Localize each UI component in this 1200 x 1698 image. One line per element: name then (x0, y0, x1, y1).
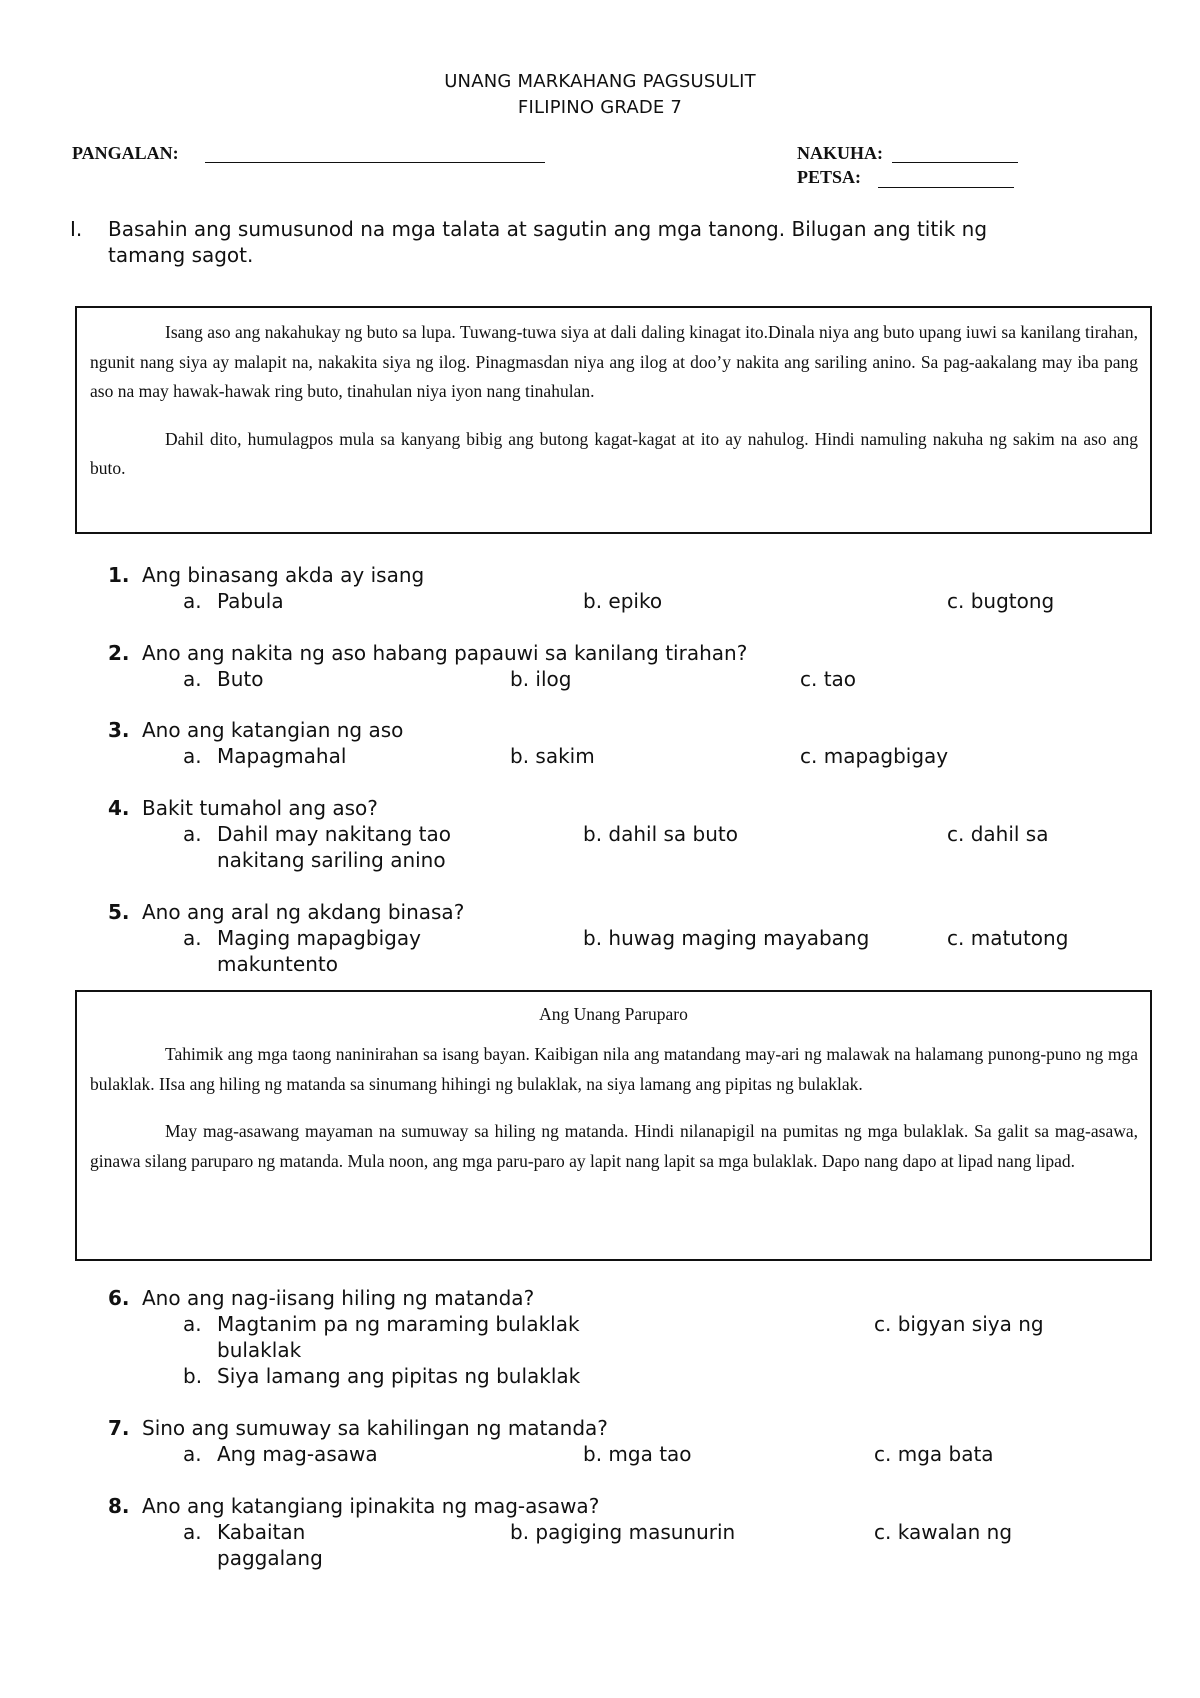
question-2 (108, 640, 747, 666)
passage-1-paragraph-1: Isang aso ang nakahukay ng buto sa lupa. Tuwang-tuwa siya at dali daling kinagat ito.Dinala niya ang buto upang iuwi sa kanilang tirahan, ngunit nang siya ay malapit na, nakakita siya ng ilog. Pinagmasdan niya ang ilog at doo’y nakita ang sariling anino. Sa pag-aakalang may iba pang aso na may hawak-hawak ring buto, tinahulan niya iyon nang tinahulan. (90, 322, 1138, 401)
q1-option-c[interactable]: c. bugtong (947, 589, 1055, 613)
q5-option-b[interactable]: b. huwag maging mayabang (583, 926, 870, 950)
q2-option-a-label[interactable]: a. (183, 667, 202, 691)
question-6 (108, 1285, 534, 1311)
exam-title: UNANG MARKAHANG PAGSUSULIT (444, 71, 756, 92)
question-number: 6. (108, 1286, 130, 1310)
question-text: Ano ang nakita ng aso habang papauwi sa kanilang tirahan? (142, 641, 748, 665)
instruction-line-1: Basahin ang sumusunod na mga talata at sagutin ang mga tanong. Bilugan ang titik ng (108, 217, 988, 241)
q7-option-c[interactable]: c. mga bata (874, 1442, 994, 1466)
exam-subtitle: FILIPINO GRADE 7 (517, 97, 683, 118)
question-text: Ano ang katangiang ipinakita ng mag-asawa? (142, 1494, 600, 1518)
instruction-line-2: tamang sagot. (108, 243, 254, 267)
question-text: Ano ang nag-iisang hiling ng matanda? (142, 1286, 535, 1310)
q4-option-a[interactable] (217, 821, 451, 873)
pangalan-field[interactable] (205, 162, 545, 163)
q1-option-b[interactable]: b. epiko (583, 589, 663, 613)
q3-option-c[interactable]: c. mapagbigay (800, 744, 949, 768)
question-number: 2. (108, 641, 130, 665)
question-number: 7. (108, 1416, 130, 1440)
q5-option-a[interactable] (217, 925, 421, 977)
question-8 (108, 1493, 599, 1519)
q4-option-b[interactable]: b. dahil sa buto (583, 822, 738, 846)
q7-option-a-label[interactable]: a. (183, 1442, 202, 1466)
petsa-label: PETSA: (797, 167, 862, 187)
q4-option-a-line-2: nakitang sariling anino (217, 848, 446, 872)
q2-option-c[interactable]: c. tao (800, 667, 857, 691)
nakuha-label: NAKUHA: (797, 143, 883, 163)
q7-option-a[interactable]: Ang mag-asawa (217, 1442, 378, 1466)
q5-option-a-label[interactable]: a. (183, 926, 202, 950)
q1-option-a-label[interactable]: a. (183, 589, 202, 613)
question-7 (108, 1415, 608, 1441)
question-1 (108, 562, 424, 588)
q8-option-b[interactable]: b. pagiging masunurin (510, 1520, 736, 1544)
question-number: 1. (108, 563, 130, 587)
q2-option-a[interactable]: Buto (217, 667, 264, 691)
q4-option-c[interactable]: c. dahil sa (947, 822, 1049, 846)
q6-option-c[interactable]: c. bigyan siya ng (874, 1312, 1044, 1336)
q5-option-a-line-2: makuntento (217, 952, 338, 976)
q8-option-a-line-2: paggalang (217, 1546, 323, 1570)
q4-option-a-label[interactable]: a. (183, 822, 202, 846)
passage-2-box (75, 990, 1152, 1261)
petsa-field[interactable] (878, 187, 1014, 188)
q3-option-b[interactable]: b. sakim (510, 744, 595, 768)
q5-option-a-line-1: Maging mapagbigay (217, 926, 421, 950)
q1-option-a[interactable]: Pabula (217, 589, 284, 613)
question-text: Ang binasang akda ay isang (142, 563, 425, 587)
instruction-text (108, 216, 1158, 268)
q3-option-a[interactable]: Mapagmahal (217, 744, 347, 768)
question-3 (108, 717, 403, 743)
q2-option-b[interactable]: b. ilog (510, 667, 572, 691)
question-number: 8. (108, 1494, 130, 1518)
question-4 (108, 795, 378, 821)
passage-1-paragraph-2: Dahil dito, humulagpos mula sa kanyang bibig ang butong kagat-kagat at ito ay nahulog. Hindi namuling nakuha ng sakim na aso ang buto. (90, 428, 1138, 478)
passage-2-paragraph-1: Tahimik ang mga taong naninirahan sa isang bayan. Kaibigan nila ang matandang may-ari ng malawak na halamang punong-puno ng mga bulaklak. IIsa ang hiling ng matanda sa sinumang hihingi ng bulaklak, na siya lamang ang pipitas ng bulaklak. (90, 1044, 1138, 1094)
passage-2-title: Ang Unang Paruparo (539, 1004, 688, 1024)
q6-option-a[interactable] (217, 1311, 580, 1363)
nakuha-field[interactable] (892, 162, 1018, 163)
question-number: 3. (108, 718, 130, 742)
question-text: Bakit tumahol ang aso? (142, 796, 378, 820)
q6-option-a-line-1: Magtanim pa ng maraming bulaklak (217, 1312, 580, 1336)
instruction-number: I. (70, 217, 83, 241)
q6-option-a-line-2: bulaklak (217, 1338, 302, 1362)
q8-option-a[interactable] (217, 1519, 323, 1571)
question-text: Ano ang katangian ng aso (142, 718, 404, 742)
pangalan-label: PANGALAN: (72, 143, 179, 163)
q7-option-b[interactable]: b. mga tao (583, 1442, 692, 1466)
q8-option-a-label[interactable]: a. (183, 1520, 202, 1544)
q4-option-a-line-1: Dahil may nakitang tao (217, 822, 451, 846)
passage-1-box (75, 306, 1152, 534)
q5-option-c[interactable]: c. matutong (947, 926, 1069, 950)
question-5 (108, 899, 464, 925)
q6-option-b-label[interactable]: b. (183, 1364, 203, 1388)
q8-option-c[interactable]: c. kawalan ng (874, 1520, 1013, 1544)
question-text: Ano ang aral ng akdang binasa? (142, 900, 465, 924)
question-text: Sino ang sumuway sa kahilingan ng matanda? (142, 1416, 608, 1440)
q8-option-a-line-1: Kabaitan (217, 1520, 306, 1544)
passage-2-paragraph-2: May mag-asawang mayaman na sumuway sa hiling ng matanda. Hindi nilanapigil na pumitas ng mga bulaklak. Sa galit sa mag-asawa, ginawa silang paruparo ng matanda. Mula noon, ang mga paru-paro ay lapit nang lapit sa mga bulaklak. Dapo nang dapo at lipad nang lipad. (90, 1121, 1138, 1171)
q6-option-b[interactable]: Siya lamang ang pipitas ng bulaklak (217, 1364, 581, 1388)
q6-option-a-label[interactable]: a. (183, 1312, 202, 1336)
question-number: 4. (108, 796, 130, 820)
q3-option-a-label[interactable]: a. (183, 744, 202, 768)
question-number: 5. (108, 900, 130, 924)
